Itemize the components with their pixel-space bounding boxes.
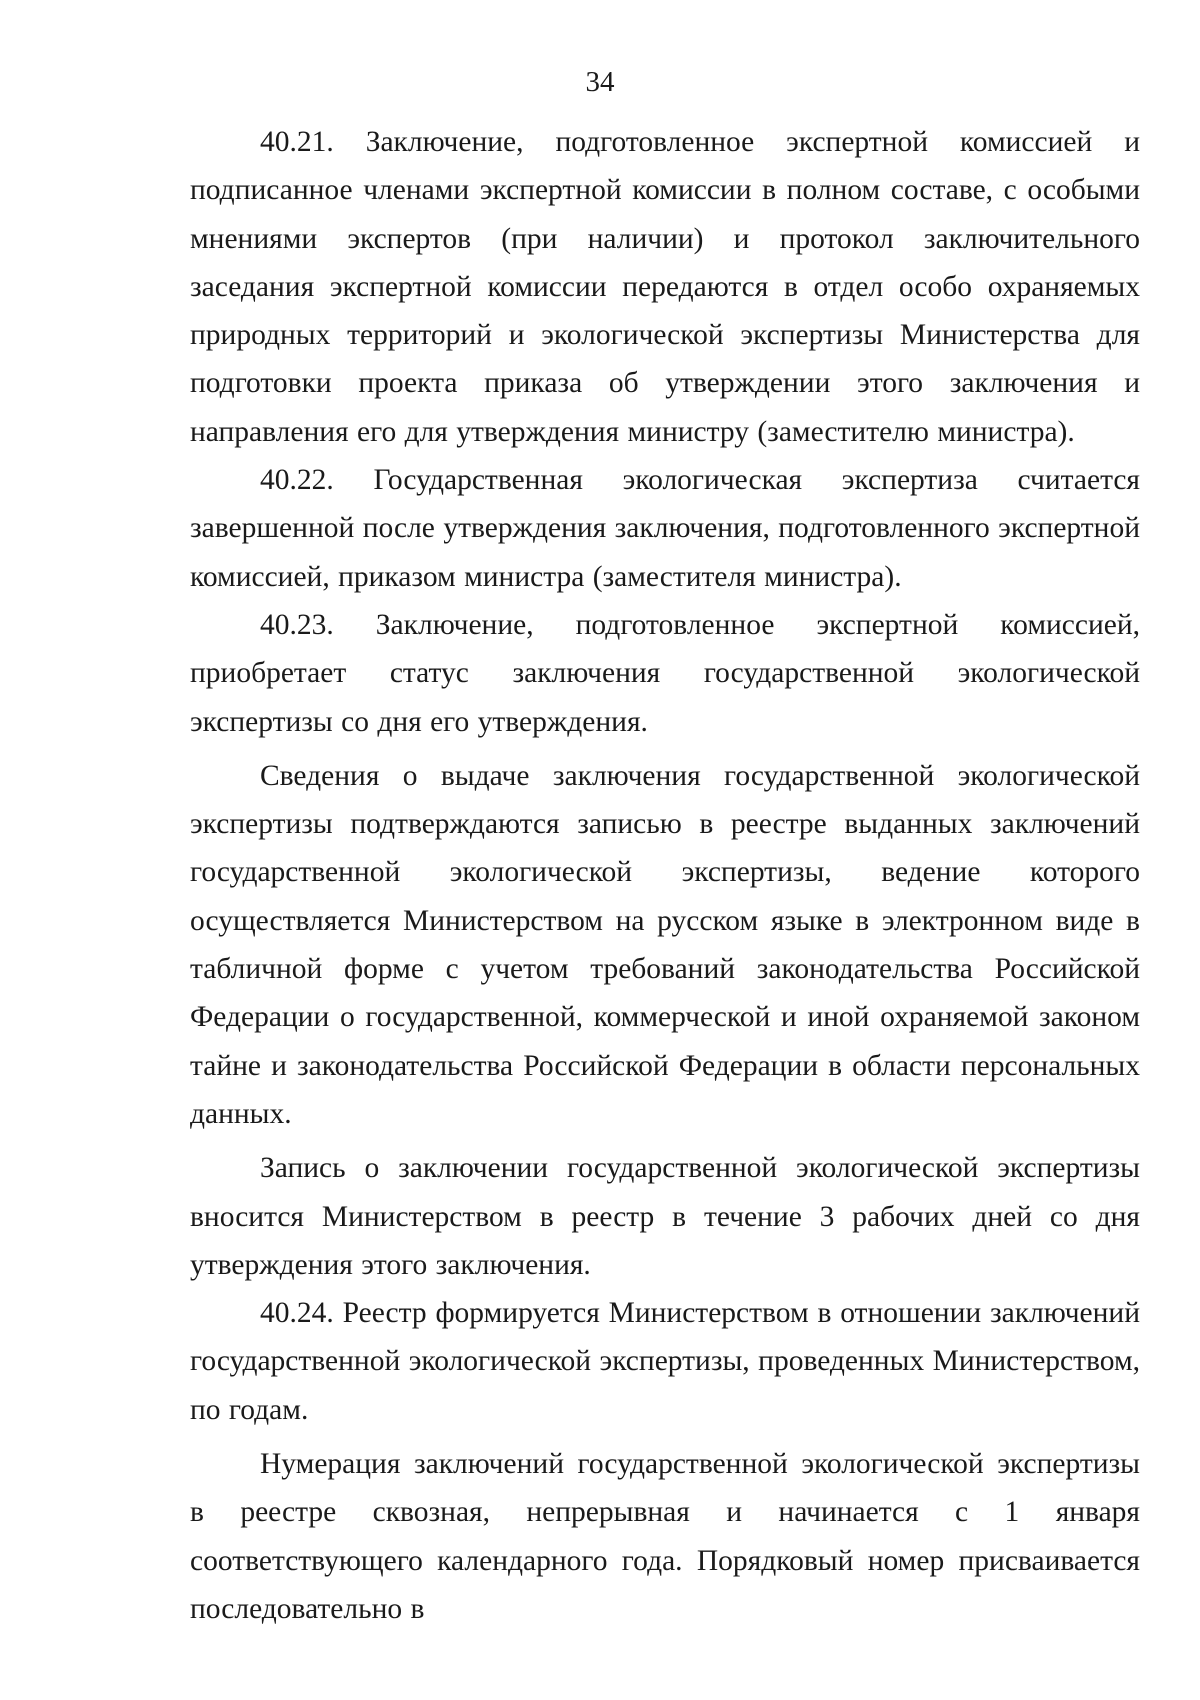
paragraph-registry-info: Сведения о выдаче заключения государственной экологической экспертизы подтверждаются записью в реестре выданных заключений государственной экологической экспертизы, ведение которого осуществляется Министерством на русском языке в электронном виде в табличной форме с учетом требований законодательства Российской Федерации о государственной, коммерческой и иной охраняемой законом тайне и законодательства Российской Федерации в области персональных данных. [190, 759, 1140, 1130]
paragraph-40-23: 40.23. Заключение, подготовленное экспертной комиссией, приобретает статус заключения государственной экологической экспертизы со дня его утверждения. [190, 608, 1140, 738]
paragraph-numbering: Нумерация заключений государственной экологической экспертизы в реестре сквозная, непрерывная и начинается с 1 января соответствующего календарного года. Порядковый номер присваивается последовательно в [190, 1448, 1140, 1625]
page-number: 34 [585, 66, 615, 98]
paragraph-40-22: 40.22. Государственная экологическая экспертиза считается завершенной после утверждения заключения, подготовленного экспертной комиссией, приказом министра (заместителя министра). [190, 464, 1140, 593]
paragraph-registry-entry: Запись о заключении государственной экологической экспертизы вносится Министерством в реестр в течение 3 рабочих дней со дня утверждения этого заключения. [190, 1152, 1140, 1281]
paragraph-40-21: 40.21. Заключение, подготовленное экспертной комиссией и подписанное членами экспертной комиссии в полном составе, с особыми мнениями экспертов (при наличии) и протокол заключительного заседания экспертной комиссии передаются в отдел особо охраняемых природных территорий и экологической экспертизы Министерства для подготовки проекта приказа об утверждении этого заключения и направления его для утверждения министру (заместителю министра). [190, 126, 1140, 448]
document-body [190, 118, 1140, 1633]
paragraph-40-24: 40.24. Реестр формируется Министерством в отношении заключений государственной экологической экспертизы, проведенных Министерством, по годам. [190, 1297, 1140, 1426]
